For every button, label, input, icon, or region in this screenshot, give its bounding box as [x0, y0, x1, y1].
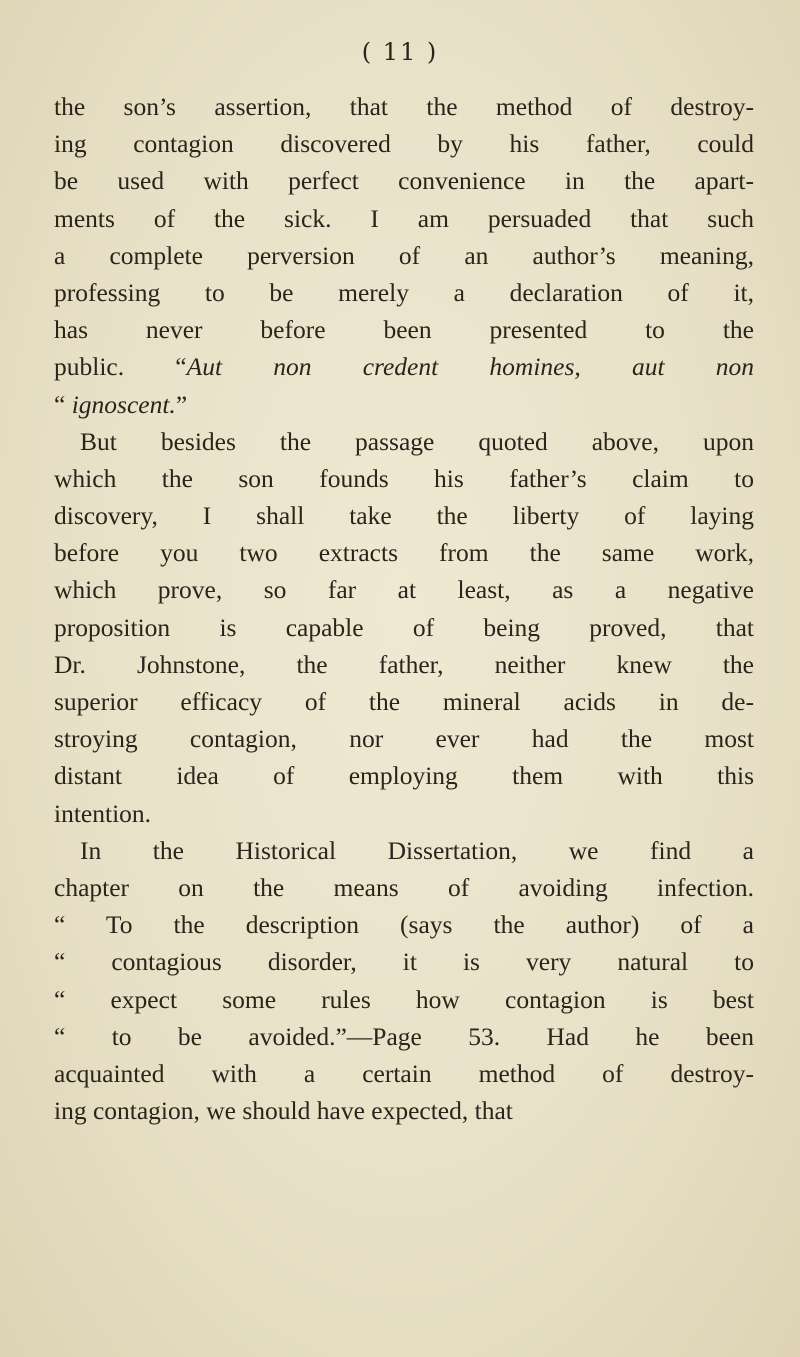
line-text: a complete perversion of an author’s meaning, — [54, 240, 754, 270]
text-line — [54, 237, 754, 274]
line-text: before you two extracts from the same work, — [54, 538, 754, 568]
line-text: “ to be avoided.”—Page 53. Had he been — [54, 1021, 754, 1051]
line-text: chapter on the means of avoiding infection. — [54, 872, 754, 902]
line-text: professing to be merely a declaration of it, — [54, 277, 754, 307]
text-line — [54, 720, 754, 757]
line-text: which the son founds his father’s claim to — [54, 463, 754, 493]
paragraph — [54, 423, 754, 832]
text-line — [54, 832, 754, 869]
paragraph — [54, 88, 754, 423]
text-line — [54, 125, 754, 162]
text-line — [54, 795, 754, 832]
text-line — [54, 683, 754, 720]
text-line — [54, 1055, 754, 1092]
text-line — [54, 311, 754, 348]
text-line — [54, 534, 754, 571]
line-text: “ expect some rules how contagion is best — [54, 984, 754, 1014]
text-line — [54, 1092, 754, 1129]
text-line — [54, 981, 754, 1018]
text-line — [54, 423, 754, 460]
line-text: “ To the description (says the author) of a — [54, 910, 754, 940]
line-text: stroying contagion, nor ever had the most — [54, 724, 754, 754]
text-line — [54, 757, 754, 794]
paragraph — [54, 832, 754, 1130]
line-text: the son’s assertion, that the method of destroy- — [54, 92, 754, 121]
line-text: ing contagion discovered by his father, could — [54, 129, 754, 159]
line-text: acquainted with a certain method of destroy- — [54, 1058, 754, 1088]
text-line — [54, 162, 754, 199]
line-text: discovery, I shall take the liberty of laying — [54, 501, 754, 531]
text-line — [54, 200, 754, 237]
line-text: which prove, so far at least, as a negative — [54, 575, 754, 605]
text-line — [54, 869, 754, 906]
line-text: ments of the sick. I am persuaded that such — [54, 203, 754, 233]
body-text — [54, 88, 754, 1129]
text-line — [54, 348, 754, 385]
line-text: But besides the passage quoted above, upon — [80, 426, 754, 456]
line-text: superior efficacy of the mineral acids in de- — [54, 687, 754, 716]
line-text: proposition is capable of being proved, that — [54, 612, 754, 642]
text-line — [54, 906, 754, 943]
line-text: public. “ — [54, 352, 187, 382]
line-text: distant idea of employing them with this — [54, 761, 754, 791]
line-text: be used with perfect convenience in the apart- — [54, 166, 754, 196]
line-text: has never before been presented to the — [54, 315, 754, 345]
line-text: “ — [54, 389, 72, 419]
line-text: In the Historical Dissertation, we find a — [80, 835, 754, 865]
text-line — [54, 646, 754, 683]
latin-quote: Aut non credent homines, aut non — [186, 352, 754, 382]
line-text: Dr. Johnstone, the father, neither knew the — [54, 649, 754, 679]
line-text: intention. — [54, 798, 152, 828]
text-line — [54, 386, 754, 423]
text-line — [54, 943, 754, 980]
text-line — [54, 460, 754, 497]
text-line — [54, 609, 754, 646]
text-line — [54, 88, 754, 125]
text-line — [54, 571, 754, 608]
text-line — [54, 274, 754, 311]
closing-quote: ” — [175, 389, 188, 419]
line-text: “ contagious disorder, it is very natural to — [54, 947, 754, 977]
page-number: ( 11 ) — [361, 38, 439, 66]
text-line — [54, 497, 754, 534]
line-text: ing contagion, we should have expected, that — [54, 1096, 513, 1126]
latin-quote: ignoscent. — [71, 389, 176, 419]
text-line — [54, 1018, 754, 1055]
